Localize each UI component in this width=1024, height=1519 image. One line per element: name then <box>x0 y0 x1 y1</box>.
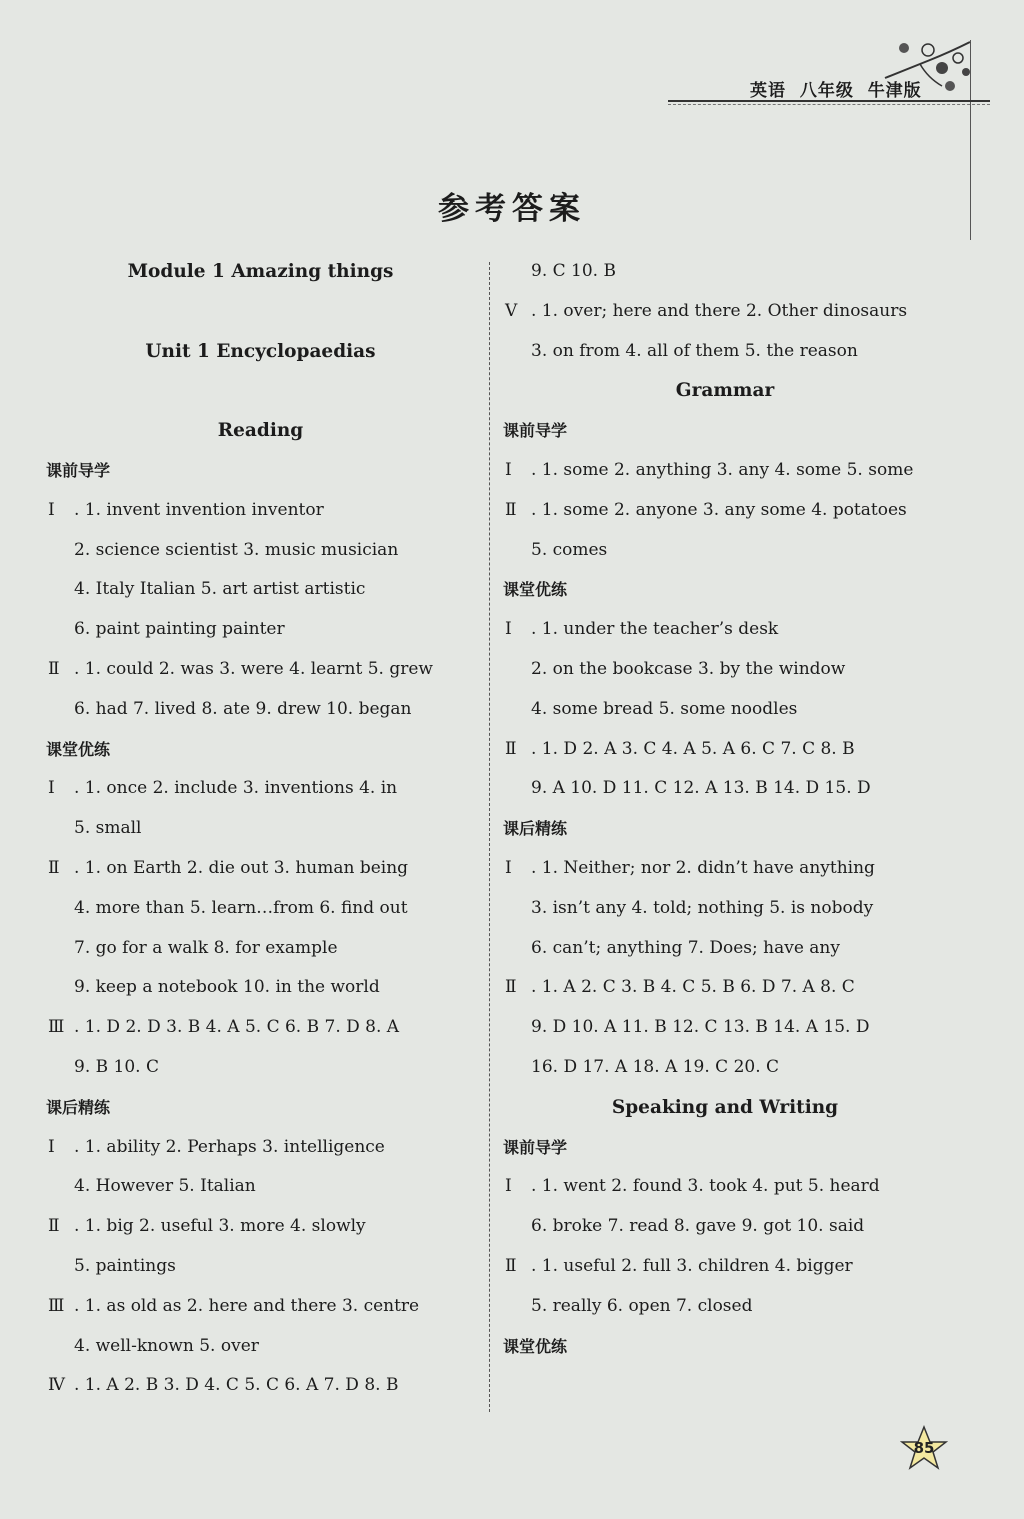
answer-line: 9. keep a notebook 10. in the world <box>74 977 380 998</box>
answer-text: . 1. invent invention inventor <box>74 499 324 520</box>
exercise-label: 课前导学 <box>46 460 111 480</box>
exercise-label: 课前导学 <box>503 1137 568 1157</box>
answer-line: 6. had 7. lived 8. ate 9. drew 10. began <box>74 698 412 719</box>
roman-numeral: Ⅱ <box>48 658 60 679</box>
roman-numeral: Ⅲ <box>48 1295 65 1316</box>
answer-text: . 1. ability 2. Perhaps 3. intelligence <box>74 1136 385 1157</box>
answer-line <box>38 769 483 809</box>
roman-numeral: Ⅰ <box>505 619 512 640</box>
answer-text: . 1. useful 2. full 3. children 4. bigger <box>531 1255 853 1276</box>
answer-line <box>38 1287 483 1327</box>
answer-text: . 1. some 2. anyone 3. any some 4. potatoes <box>531 499 907 520</box>
answer-line <box>38 1128 483 1168</box>
page-number-badge <box>900 1425 948 1471</box>
answer-line: 4. well-known 5. over <box>74 1335 259 1356</box>
exercise-label: 课后精练 <box>503 819 568 839</box>
answer-text: . 1. once 2. include 3. inventions 4. in <box>74 778 398 799</box>
roman-numeral: Ⅳ <box>48 1375 65 1396</box>
header-grade: 八年级 <box>799 81 854 101</box>
roman-numeral: Ⅴ <box>505 300 518 321</box>
exercise-label: 课堂优练 <box>503 1336 568 1356</box>
roman-numeral: Ⅰ <box>505 1176 512 1197</box>
roman-numeral: Ⅰ <box>48 778 55 799</box>
roman-numeral: Ⅲ <box>48 1017 65 1038</box>
header-label <box>750 76 922 101</box>
answer-line <box>495 451 955 491</box>
answer-line <box>495 730 955 770</box>
answer-line <box>495 1247 955 1287</box>
answer-line: 16. D 17. A 18. A 19. C 20. C <box>531 1056 780 1077</box>
header-rule-dashed <box>668 104 990 105</box>
roman-numeral: Ⅱ <box>505 1255 517 1276</box>
answer-line: 6. can’t; anything 7. Does; have any <box>531 937 840 958</box>
answer-text: . 1. over; here and there 2. Other dinosaurs <box>531 300 908 321</box>
answer-line: 9. C 10. B <box>531 261 616 281</box>
answer-line <box>495 1167 955 1207</box>
answer-line <box>495 491 955 531</box>
answer-line: 5. paintings <box>74 1255 176 1276</box>
roman-numeral: Ⅱ <box>505 499 517 520</box>
answer-line: 6. broke 7. read 8. gave 9. got 10. said <box>531 1216 865 1237</box>
exercise-label: 课前导学 <box>503 421 568 441</box>
answer-text: . 1. under the teacher’s desk <box>531 619 779 640</box>
exercise-label: 课堂优练 <box>503 580 568 600</box>
answer-text: . 1. big 2. useful 3. more 4. slowly <box>74 1216 366 1237</box>
answer-text: . 1. Neither; nor 2. didn’t have anything <box>531 857 875 878</box>
answer-line: 7. go for a walk 8. for example <box>74 937 338 958</box>
answer-text: . 1. some 2. anything 3. any 4. some 5. some <box>531 459 914 480</box>
answer-line: 9. A 10. D 11. C 12. A 13. B 14. D 15. D <box>531 778 871 799</box>
answer-line: 4. However 5. Italian <box>74 1176 256 1197</box>
answer-line: 2. on the bookcase 3. by the window <box>531 658 846 679</box>
section-heading: Unit 1 Encyclopaedias <box>145 340 376 362</box>
answer-line: 5. comes <box>531 539 608 560</box>
page-number: 85 <box>913 1439 935 1457</box>
answer-text: . 1. as old as 2. here and there 3. centre <box>74 1295 420 1316</box>
answer-line: 5. really 6. open 7. closed <box>531 1295 753 1316</box>
answer-line: 2. science scientist 3. music musician <box>74 539 399 560</box>
answer-text: . 1. could 2. was 3. were 4. learnt 5. grew <box>74 658 433 679</box>
roman-numeral: Ⅱ <box>505 738 517 759</box>
answer-line: 3. isn’t any 4. told; nothing 5. is nobody <box>531 897 874 918</box>
answer-line <box>38 1366 483 1406</box>
answer-line <box>495 610 955 650</box>
left-column <box>38 252 483 1406</box>
column-divider <box>489 262 490 1412</box>
answer-line <box>38 1008 483 1048</box>
roman-numeral: Ⅰ <box>48 1136 55 1157</box>
answer-line <box>495 968 955 1008</box>
right-column <box>495 252 955 1366</box>
answer-text: . 1. D 2. A 3. C 4. A 5. A 6. C 7. C 8. B <box>531 738 855 759</box>
answer-line: 6. paint painting painter <box>74 619 285 640</box>
roman-numeral: Ⅰ <box>48 499 55 520</box>
answer-line <box>38 849 483 889</box>
roman-numeral: Ⅱ <box>505 977 517 998</box>
section-heading: Grammar <box>675 380 775 402</box>
answer-line <box>495 849 955 889</box>
exercise-label: 课堂优练 <box>46 739 111 759</box>
answer-line: 3. on from 4. all of them 5. the reason <box>531 340 858 361</box>
roman-numeral: Ⅰ <box>505 459 512 480</box>
spacer <box>38 371 483 411</box>
answer-line: 4. Italy Italian 5. art artist artistic <box>74 579 366 600</box>
header-subject: 英语 <box>750 81 786 101</box>
section-heading: Module 1 Amazing things <box>127 261 394 282</box>
roman-numeral: Ⅱ <box>48 857 60 878</box>
answer-line <box>38 491 483 531</box>
header-rule <box>668 100 990 102</box>
answer-line <box>38 650 483 690</box>
roman-numeral: Ⅱ <box>48 1216 60 1237</box>
answer-text: . 1. A 2. B 3. D 4. C 5. C 6. A 7. D 8. B <box>74 1375 399 1396</box>
answer-line: 5. small <box>74 818 142 839</box>
answer-line <box>495 292 955 332</box>
answer-text: . 1. went 2. found 3. took 4. put 5. heard <box>531 1176 880 1197</box>
section-heading: Reading <box>217 420 304 442</box>
answer-text: . 1. on Earth 2. die out 3. human being <box>74 857 409 878</box>
spacer <box>38 292 483 332</box>
answer-line: 4. more than 5. learn…from 6. find out <box>74 897 408 918</box>
header-edition: 牛津版 <box>867 81 922 101</box>
answer-line <box>38 1207 483 1247</box>
exercise-label: 课后精练 <box>46 1097 111 1117</box>
answer-line: 9. D 10. A 11. B 12. C 13. B 14. A 15. D <box>531 1017 870 1038</box>
answer-text: . 1. A 2. C 3. B 4. C 5. B 6. D 7. A 8. C <box>531 977 855 998</box>
answer-line: 4. some bread 5. some noodles <box>531 698 798 719</box>
roman-numeral: Ⅰ <box>505 857 512 878</box>
section-heading: Speaking and Writing <box>611 1096 839 1118</box>
answer-text: . 1. D 2. D 3. B 4. A 5. C 6. B 7. D 8. A <box>74 1017 400 1038</box>
page-title: 参考答案 <box>438 191 586 227</box>
answer-line: 9. B 10. C <box>74 1056 159 1077</box>
